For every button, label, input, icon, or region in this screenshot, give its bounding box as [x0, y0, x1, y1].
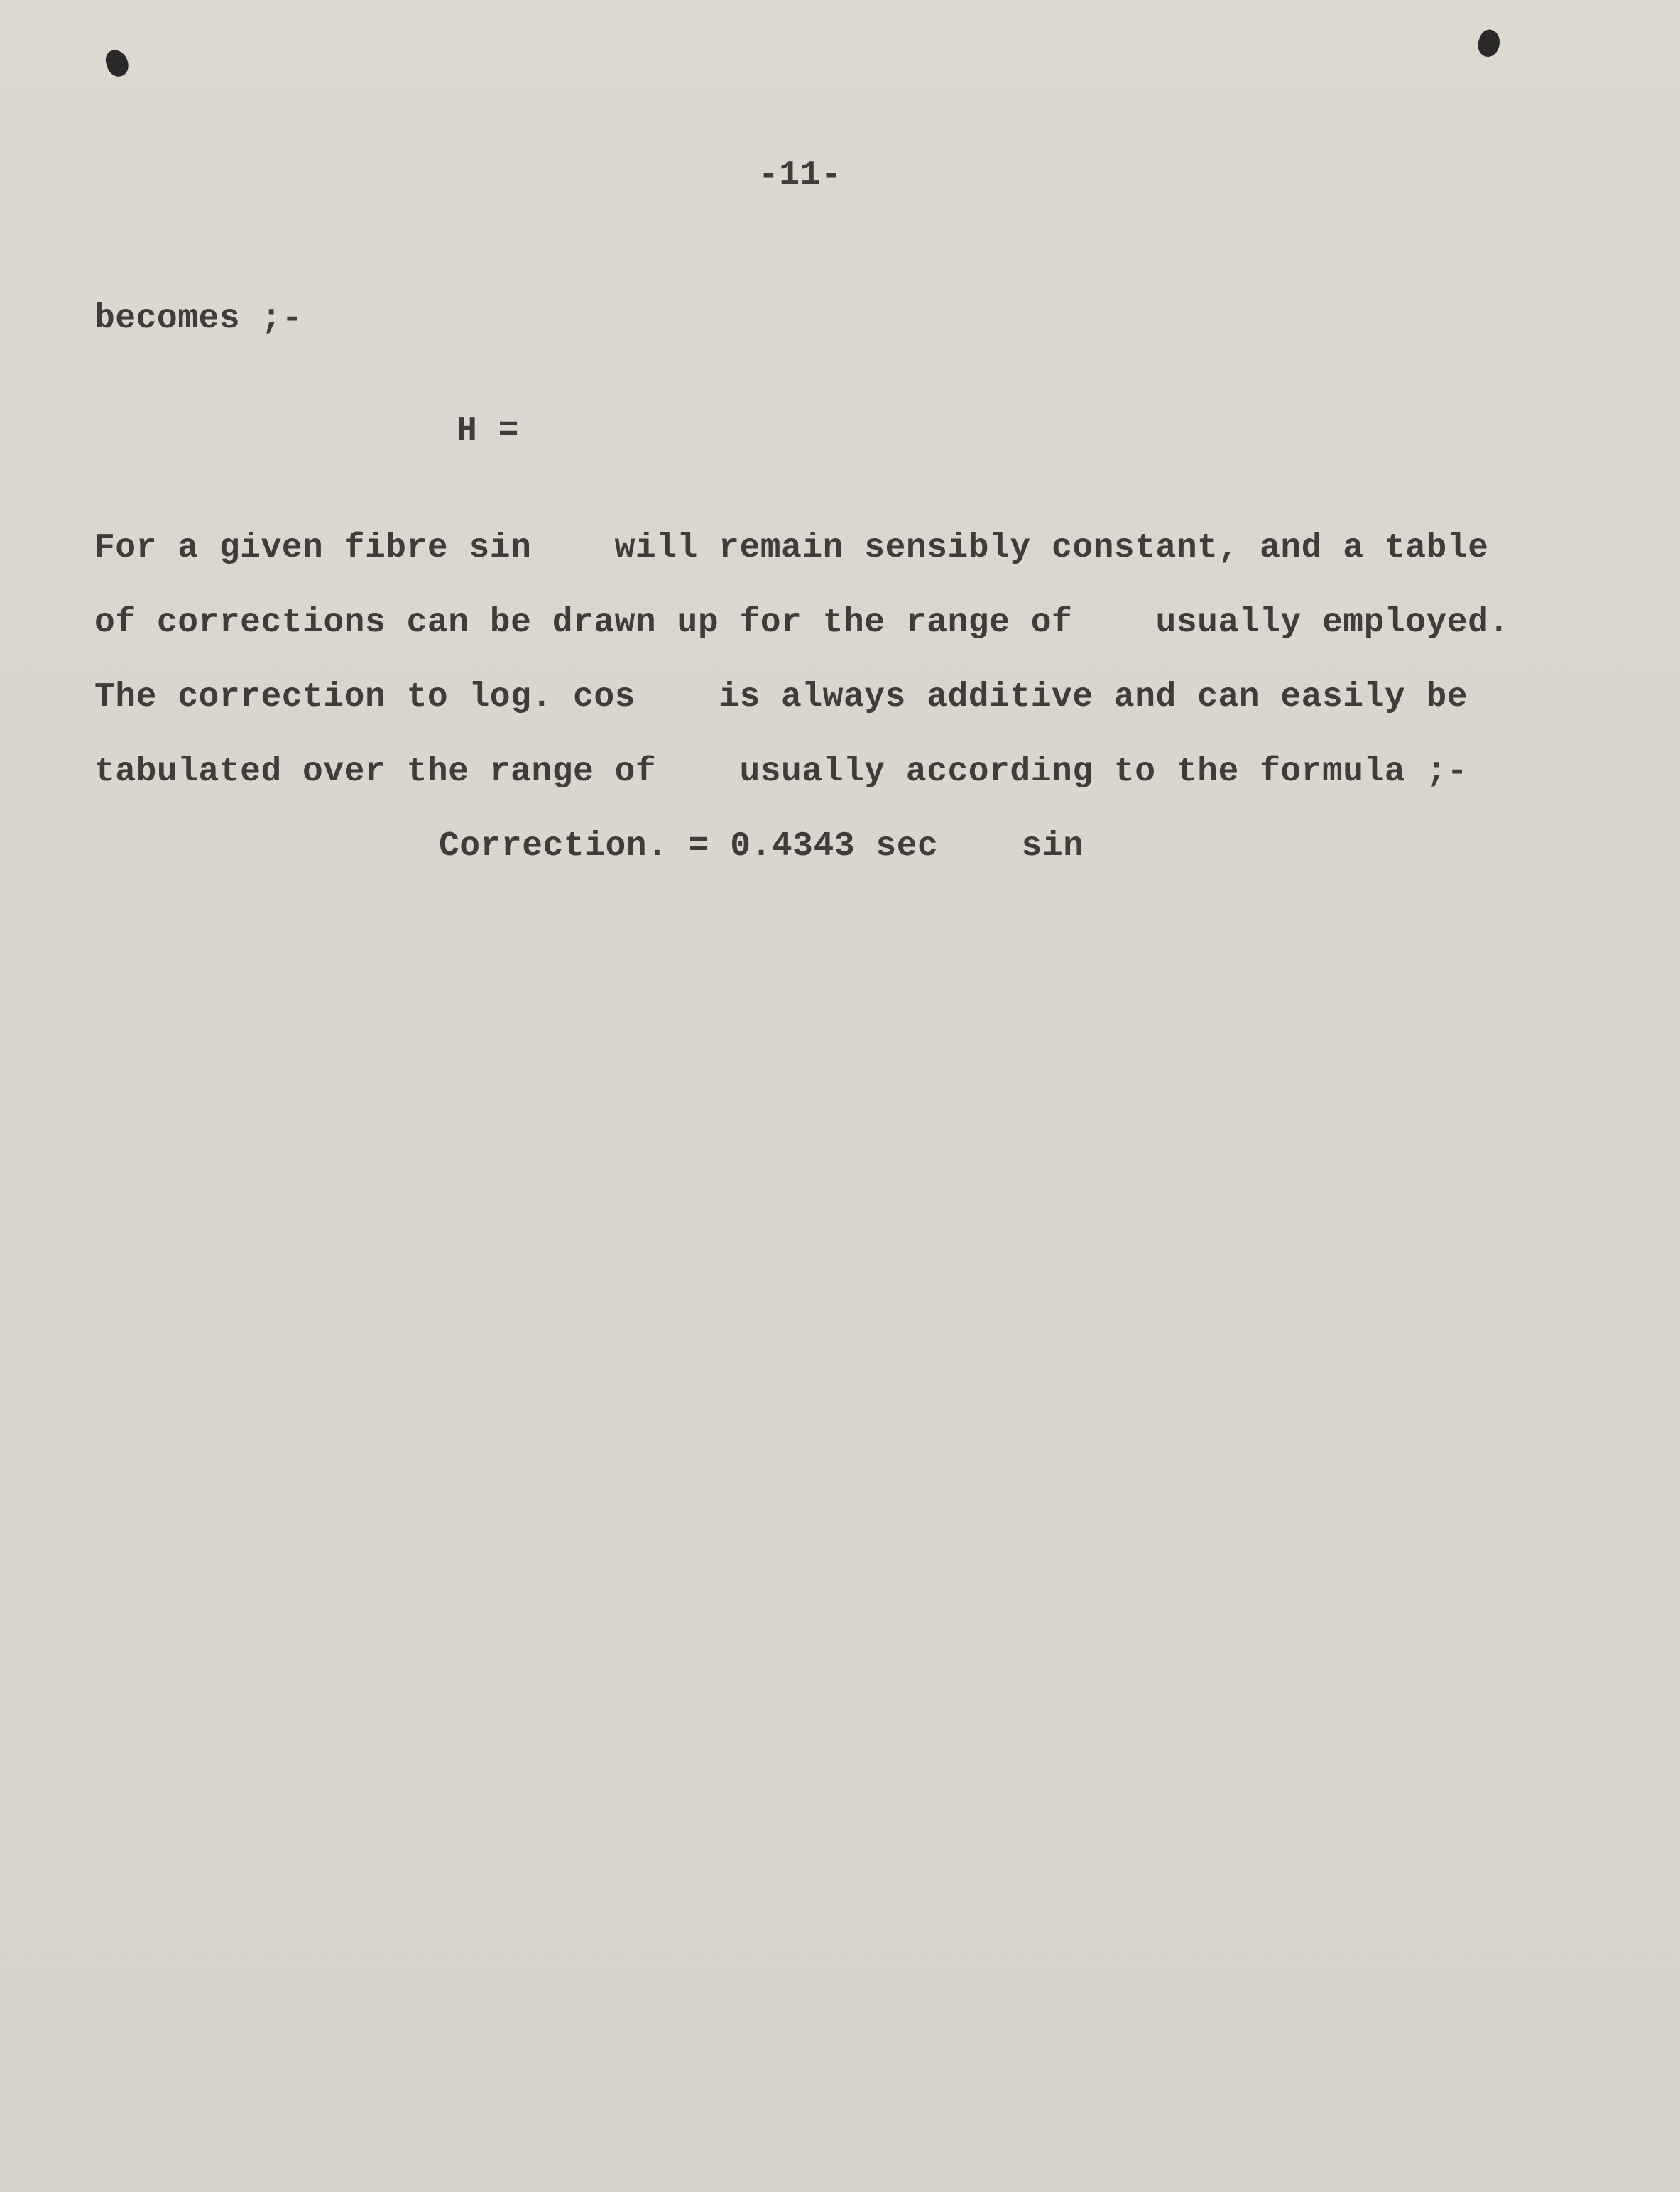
correction-formula: Correction. = 0.4343 sec sin	[439, 827, 1084, 866]
paragraph-line-4: tabulated over the range of usually according to the formula ;-	[94, 753, 1468, 791]
punch-hole-mark-left	[104, 48, 131, 79]
page-number: -11-	[758, 156, 842, 195]
paragraph-line-2: of corrections can be drawn up for the range of usually employed.	[94, 604, 1510, 642]
paragraph-line-3: The correction to log. cos is always additive and can easily be	[94, 678, 1468, 716]
equation-h: H =	[457, 412, 519, 450]
paragraph-line-1: For a given fibre sin will remain sensibly constant, and a table	[94, 529, 1489, 567]
punch-hole-mark-right	[1474, 27, 1503, 60]
text-line-becomes: becomes ;-	[94, 300, 303, 338]
